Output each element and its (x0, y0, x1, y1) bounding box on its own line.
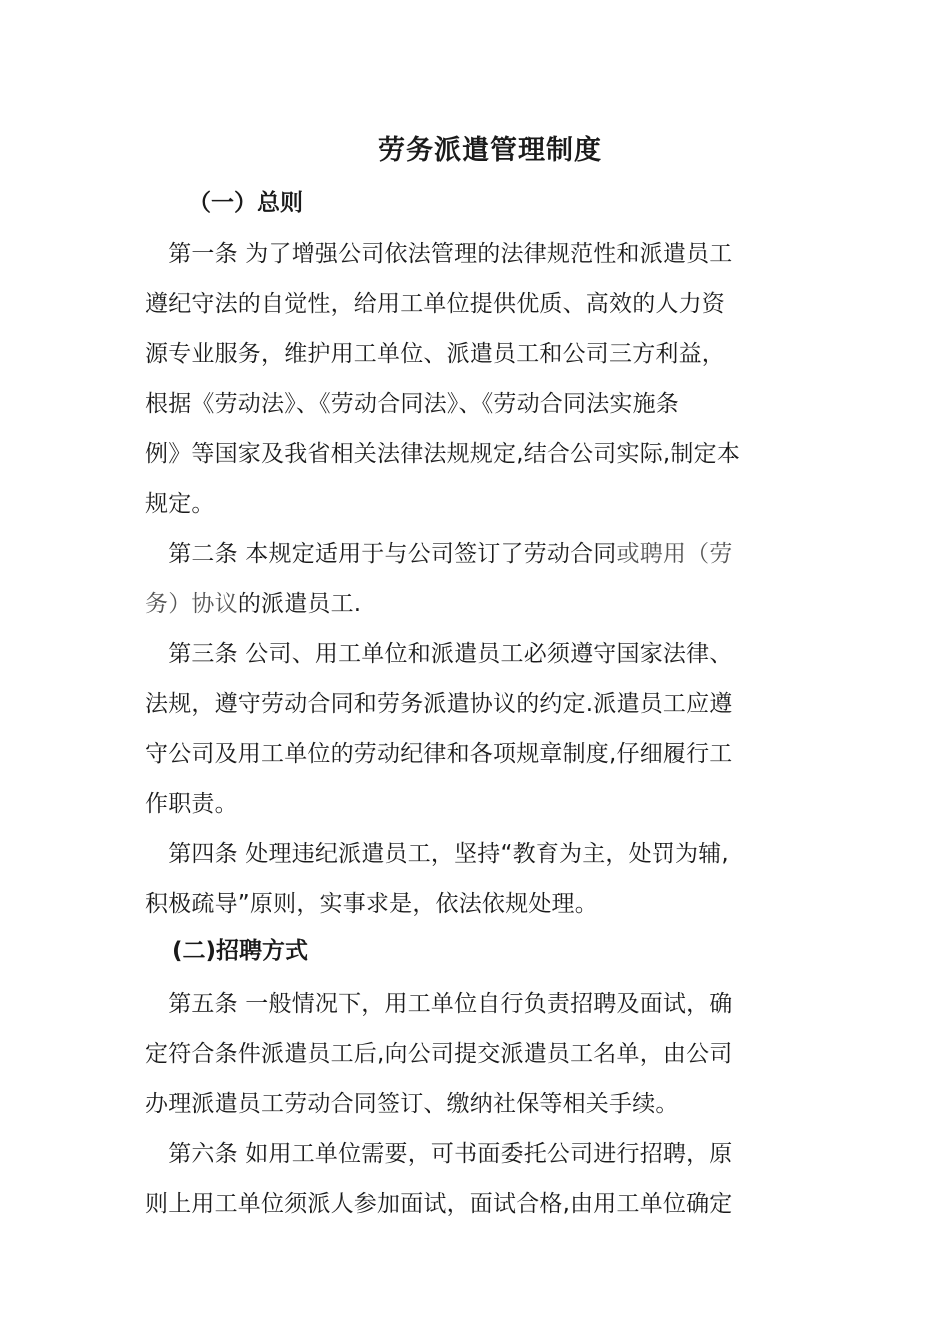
section-heading-general: （一）总则 (188, 190, 303, 216)
paragraph-text: 第二条 本规定适用于与公司签订了劳动合同 (145, 541, 617, 567)
paragraph-line: 例》等国家及我省相关法律法规规定,结合公司实际,制定本 (145, 441, 741, 467)
paragraph-line: 第六条 如用工单位需要，可书面委托公司进行招聘，原 (145, 1141, 733, 1167)
paragraph-line (145, 535, 733, 568)
paragraph-line: 法规，遵守劳动合同和劳务派遣协议的约定.派遣员工应遵 (145, 691, 733, 717)
paragraph-line: 遵纪守法的自觉性，给用工单位提供优质、高效的人力资 (145, 291, 725, 317)
paragraph-line: 办理派遣员工劳动合同签订、缴纳社保等相关手续。 (145, 1091, 679, 1117)
paragraph-line: 根据《劳动法》、《劳动合同法》、《劳动合同法实施条 (145, 391, 679, 417)
paragraph-line: 源专业服务，维护用工单位、派遣员工和公司三方利益， (145, 341, 725, 367)
paragraph-text: 的派遣员工. (237, 591, 362, 617)
paragraph-text-serif: 务）协议 (145, 591, 238, 617)
section-heading-recruitment: (二)招聘方式 (172, 938, 309, 964)
paragraph-line: 第五条 一般情况下，用工单位自行负责招聘及面试，确 (145, 991, 733, 1017)
paragraph-line: 作职责。 (145, 791, 238, 817)
paragraph-line: 守公司及用工单位的劳动纪律和各项规章制度,仔细履行工 (145, 741, 733, 767)
paragraph-text-serif: 或聘用（劳 (616, 541, 733, 567)
paragraph-line: 定符合条件派遣员工后,向公司提交派遣员工名单，由公司 (145, 1041, 733, 1067)
paragraph-line: 积极疏导”原则，实事求是，依法依规处理。 (145, 891, 598, 917)
paragraph-line: 第三条 公司、用工单位和派遣员工必须遵守国家法律、 (145, 641, 733, 667)
paragraph-line (145, 585, 361, 618)
paragraph-line: 规定。 (145, 491, 215, 517)
paragraph-line: 第四条 处理违纪派遣员工，坚持“教育为主，处罚为辅, (145, 841, 729, 867)
document-title: 劳务派遣管理制度 (378, 135, 602, 166)
paragraph-line: 则上用工单位须派人参加面试，面试合格,由用工单位确定 (145, 1191, 733, 1217)
paragraph-line: 第一条 为了增强公司依法管理的法律规范性和派遣员工 (145, 241, 733, 267)
